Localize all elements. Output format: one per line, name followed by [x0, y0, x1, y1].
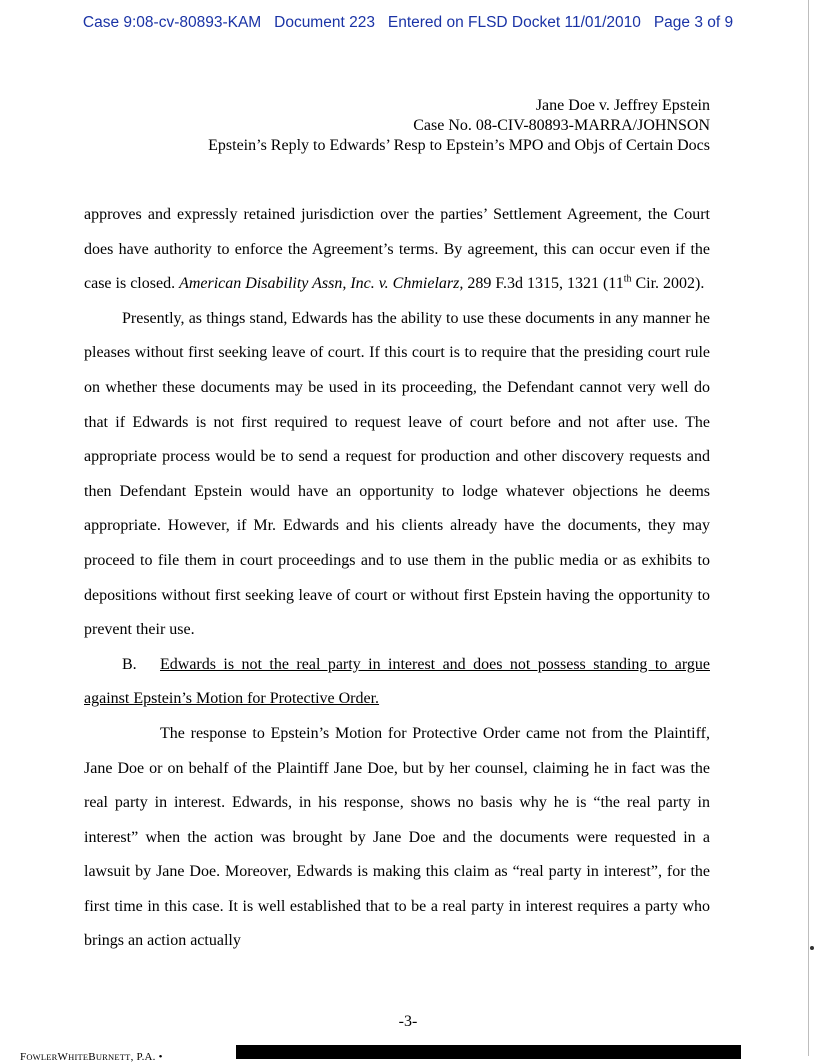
docket-stamp: Case 9:08-cv-80893-KAM Document 223 Entered on FLSD Docket 11/01/2010 Page 3 of 9	[82, 14, 734, 31]
page-number: -3-	[398, 1013, 418, 1030]
caption-case-number: Case No. 08-CIV-80893-MARRA/JOHNSON	[413, 117, 710, 134]
section-letter: B.	[122, 655, 137, 673]
section-heading-b	[84, 648, 710, 717]
caption-document-title: Epstein’s Reply to Edwards’ Resp to Epstein’s MPO and Objs of Certain Docs	[208, 137, 710, 154]
page-edge-mark	[810, 946, 814, 950]
case-citation-name: American Disability Assn, Inc. v. Chmielarz,	[179, 275, 464, 293]
redaction-bar	[236, 1045, 741, 1059]
document-body	[84, 198, 710, 959]
footer-firm-name: F OWLER W HITE B URNETT , P.A. •	[20, 1051, 163, 1063]
caption-parties: Jane Doe v. Jeffrey Epstein	[535, 97, 710, 114]
paragraph-presently: Presently, as things stand, Edwards has the ability to use these documents in any manner he pleases without first seeking leave of court. If this court is to require that the presiding court rule on whether these documents may be used in its proceeding, the Defendant cannot very well do that if Edwards is not first required to request leave of court before and not after use. The appropriate process would be to send a request for production and other discovery requests and then Defendant Epstein would have an opportunity to lodge whatever objections he deems appropriate. However, if Mr. Edwards and his clients already have the documents, they may proceed to file them in court proceedings and to use them in the public media or as exhibits to depositions without first seeking leave of court or without first Epstein having the opportunity to prevent their use.	[84, 309, 710, 639]
paragraph-continuation: approves and expressly retained jurisdiction over the parties’ Settlement Agreement, the Court does have authority to enforce the Agreement’s terms. By agreement, this can occur even if the case is closed. American Disability Assn, Inc. v. Chmielarz, 289 F.3d 1315, 1321 (11th Cir. 2002).	[84, 206, 710, 293]
case-caption	[208, 96, 710, 156]
paragraph-response: The response to Epstein’s Motion for Protective Order came not from the Plaintiff, Jane Doe or on behalf of the Plaintiff Jane Doe, but by her counsel, claiming he in fact was the real party in interest. Edwards, in his response, shows no basis why he is “the real party in interest” when the action was brought by Jane Doe and the documents were requested in a lawsuit by Jane Doe. Moreover, Edwards is making this claim as “real party in interest”, for the first time in this case. It is well established that to be a real party in interest requires a party who brings an action actually	[84, 724, 710, 950]
ordinal-superscript: th	[623, 273, 632, 285]
section-heading-text: Edwards is not the real party in interest and does not possess standing to argue against Epstein’s Motion for Protective Order.	[84, 655, 710, 708]
page-edge-line	[808, 0, 809, 1056]
